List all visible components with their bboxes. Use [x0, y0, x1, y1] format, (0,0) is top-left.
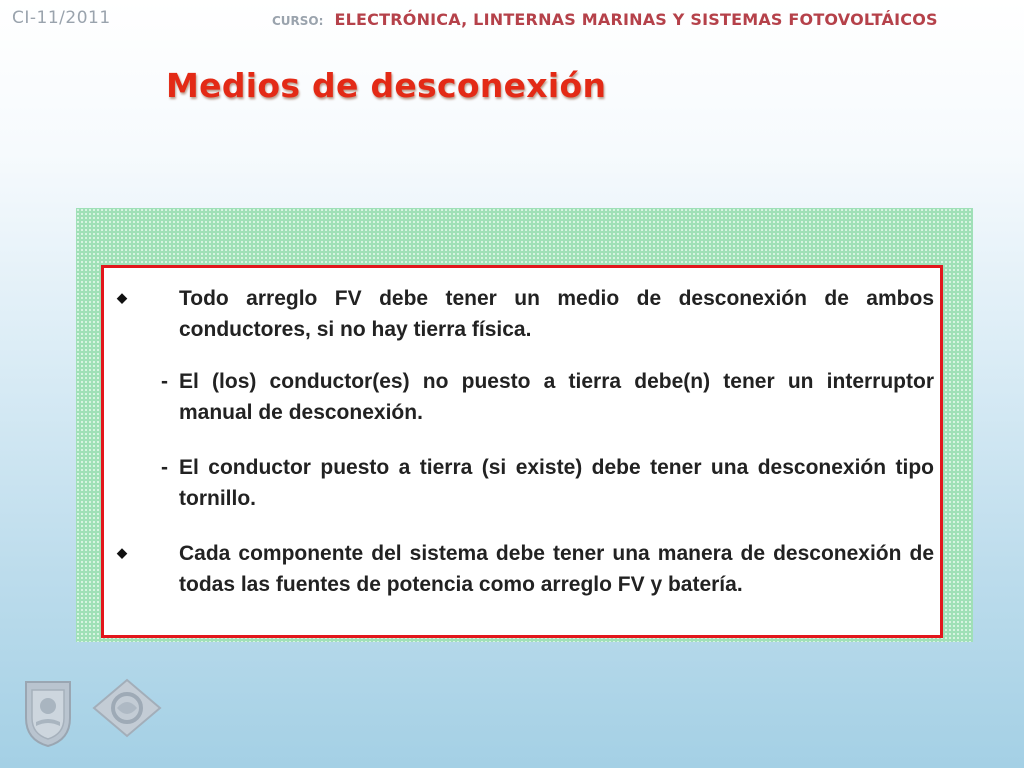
bullet-item-text: Todo arreglo FV debe tener un medio de desconexión de ambos conductores, si no hay tierra física.: [179, 287, 934, 341]
course-name: ELECTRÓNICA, LINTERNAS MARINAS Y SISTEMAS FOTOVOLTÁICOS: [334, 10, 938, 29]
dash-item-1: [104, 366, 940, 436]
dash-marker: -: [161, 370, 168, 393]
diamond-bullet-icon: ◆: [117, 290, 127, 305]
institution-logo: [92, 678, 162, 738]
course-label: CURSO:: [272, 14, 324, 28]
bullet-item-text: Cada componente del sistema debe tener una manera de desconexión de todas las fuentes de potencia como arreglo FV y batería.: [179, 542, 934, 596]
bullet-item-1: [104, 283, 940, 353]
university-seal-logo: [18, 678, 78, 748]
dash-item-2: [104, 452, 940, 522]
course-header: [272, 10, 938, 29]
dash-item-text: El (los) conductor(es) no puesto a tierra debe(n) tener un interruptor manual de desconexión.: [179, 370, 934, 424]
diamond-bullet-icon: ◆: [117, 545, 127, 560]
slide-title: Medios de desconexión: [166, 66, 607, 105]
dash-marker: -: [161, 456, 168, 479]
dash-item-text: El conductor puesto a tierra (si existe) debe tener una desconexión tipo tornillo.: [179, 456, 934, 510]
content-box: [101, 265, 943, 638]
bullet-item-2: [104, 538, 940, 638]
course-code: CI-11/2011: [12, 8, 111, 28]
